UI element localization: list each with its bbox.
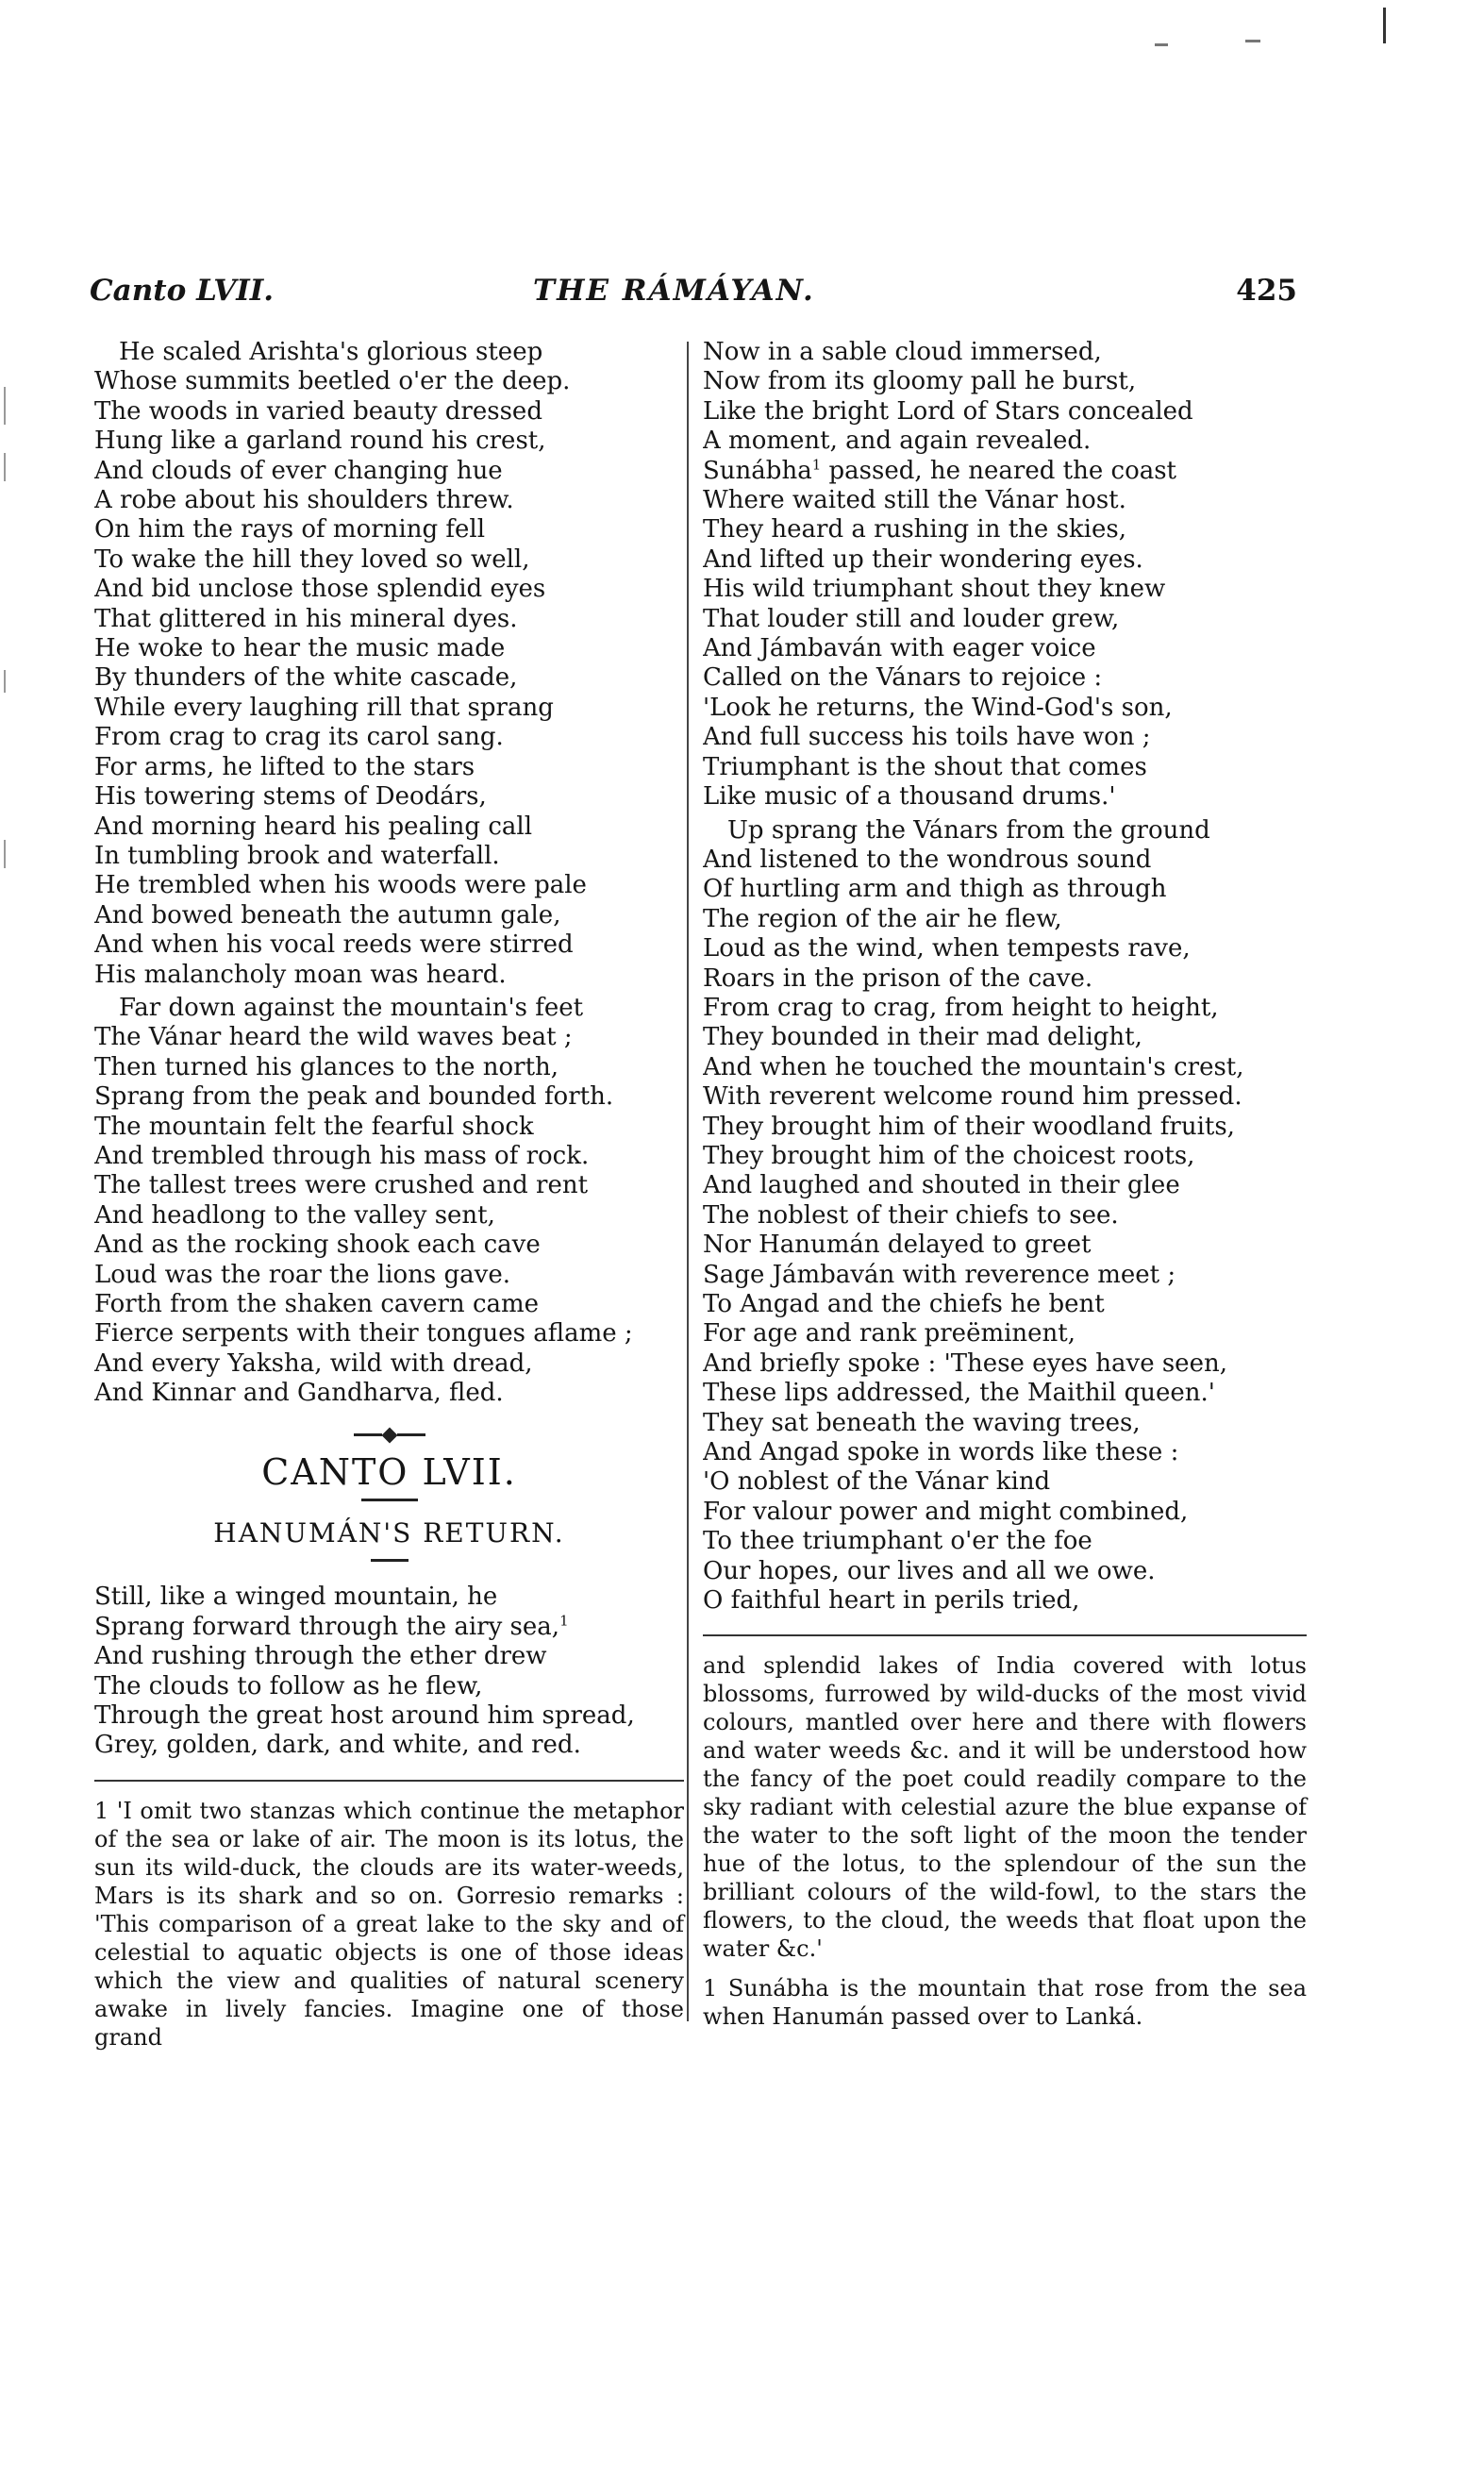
verse-line: Called on the Vánars to rejoice : bbox=[703, 663, 1103, 693]
verse-line: His towering stems of Deodárs, bbox=[94, 782, 487, 812]
verse-line: Far down against the mountain's feet bbox=[119, 993, 584, 1022]
verse-line: And listened to the wondrous sound bbox=[703, 845, 1152, 874]
verse-line: And Kinnar and Gandharva, fled. bbox=[94, 1379, 504, 1408]
verse-stanza bbox=[703, 816, 1307, 1616]
footnote-sunabha: 1 Sunábha is the mountain that rose from the sea when Hanumán passed over to Lanká. bbox=[703, 1975, 1307, 2031]
verse-line: And bowed beneath the autumn gale, bbox=[94, 900, 561, 930]
verse-line: 'Look he returns, the Wind-God's son, bbox=[703, 693, 1173, 722]
verse-line: They heard a rushing in the skies, bbox=[703, 515, 1126, 544]
footnote-continued: and splendid lakes of India covered with lotus blossoms, furrowed by wild-ducks of the most vivid colours, mantled over here and there with flowers and water weeds &c. and it will be understood how the fancy of the poet could readily compare to the sky radiant with celestial azure the blue expanse of the water to the soft light of the moon the tender hue of the lotus, to the splendour of the sun the brilliant colours of the wild-fowl, to the stars the flowers, to the cloud, the weeds that float upon the water &c.' bbox=[703, 1652, 1307, 1963]
verse-line: Of hurtling arm and thigh as through bbox=[703, 875, 1167, 904]
verse-line: From crag to crag its carol sang. bbox=[94, 723, 504, 752]
verse-line: Through the great host around him spread, bbox=[94, 1701, 635, 1731]
verse-line: To Angad and the chiefs he bent bbox=[703, 1290, 1105, 1318]
verse-line: Fierce serpents with their tongues aflame ; bbox=[94, 1319, 633, 1348]
verse-line: And trembled through his mass of rock. bbox=[94, 1141, 590, 1170]
footnote: 1 'I omit two stanzas which continue the metaphor of the sea or lake of air. The moon is its lotus, the sun its wild-duck, the clouds are its water-weeds, Mars is its shark and so on. Gorresio remarks : 'This comparison of a great lake to the sky and of celestial to aquatic objects is one of those ideas which the view and qualities of natural scenery awake in lively fancies. Imagine one of those grand bbox=[94, 1797, 684, 2051]
verse-stanza bbox=[94, 994, 684, 1409]
verse-line: And headlong to the valley sent, bbox=[94, 1200, 495, 1230]
left-column bbox=[94, 338, 684, 2052]
section-ornament bbox=[94, 1430, 684, 1441]
verse-line: With reverent welcome round him pressed. bbox=[703, 1082, 1242, 1112]
verse-stanza bbox=[94, 338, 684, 990]
verse-line: They sat beneath the waving trees, bbox=[703, 1408, 1141, 1437]
title-rule bbox=[361, 1499, 418, 1501]
verse-line: Sprang from the peak and bounded forth. bbox=[94, 1082, 614, 1112]
header-canto: Canto LVII. bbox=[90, 274, 275, 308]
verse-line: From crag to crag, from height to height, bbox=[703, 993, 1219, 1022]
verse-line: Then turned his glances to the north, bbox=[94, 1052, 559, 1081]
verse-line: Up sprang the Vánars from the ground bbox=[727, 815, 1210, 845]
verse-line: And lifted up their wondering eyes. bbox=[703, 544, 1143, 574]
column-divider bbox=[687, 342, 689, 2021]
verse-line: And when he touched the mountain's crest, bbox=[703, 1052, 1244, 1081]
verse-stanza bbox=[703, 338, 1307, 812]
right-column bbox=[703, 338, 1307, 2031]
verse-line: Grey, golden, dark, and white, and red. bbox=[94, 1731, 581, 1760]
verse-line: Nor Hanumán delayed to greet bbox=[703, 1231, 1092, 1260]
verse-line: In tumbling brook and waterfall. bbox=[94, 841, 500, 870]
footnote-rule bbox=[703, 1634, 1307, 1636]
verse-line: He woke to hear the music made bbox=[94, 634, 506, 663]
verse-line: To wake the hill they loved so well, bbox=[94, 544, 530, 574]
verse-line: Now from its gloomy pall he burst, bbox=[703, 367, 1137, 396]
verse-line: His wild triumphant shout they knew bbox=[703, 575, 1166, 604]
scan-speck bbox=[1155, 43, 1168, 46]
footnote-rule bbox=[94, 1780, 684, 1782]
verse-line: The woods in varied beauty dressed bbox=[94, 396, 542, 426]
verse-line: Like music of a thousand drums.' bbox=[703, 782, 1116, 812]
verse-line: He trembled when his woods were pale bbox=[94, 871, 587, 900]
verse-line: The region of the air he flew, bbox=[703, 904, 1062, 933]
running-header bbox=[90, 274, 1297, 311]
verse-line: And Jámbaván with eager voice bbox=[703, 634, 1096, 663]
verse-line: Like the bright Lord of Stars concealed bbox=[703, 396, 1193, 426]
verse-line: Roars in the prison of the cave. bbox=[703, 963, 1093, 993]
verse-line: The mountain felt the fearful shock bbox=[94, 1112, 534, 1141]
verse-line: By thunders of the white cascade, bbox=[94, 663, 518, 693]
verse-line: They bounded in their mad delight, bbox=[703, 1023, 1142, 1052]
verse-line: And morning heard his pealing call bbox=[94, 812, 533, 841]
verse-stanza bbox=[94, 1583, 684, 1760]
verse-line: Hung like a garland round his crest, bbox=[94, 427, 546, 456]
verse-line: And laughed and shouted in their glee bbox=[703, 1171, 1180, 1200]
verse-line: Loud was the roar the lions gave. bbox=[94, 1260, 511, 1289]
verse-line: His malancholy moan was heard. bbox=[94, 960, 507, 989]
canto-subtitle: HANUMÁN'S RETURN. bbox=[213, 1517, 565, 1549]
verse-line: For valour power and might combined, bbox=[703, 1497, 1189, 1526]
verse-line: And full success his toils have won ; bbox=[703, 723, 1151, 752]
gutter-marks bbox=[0, 387, 11, 878]
subtitle-rule bbox=[371, 1559, 409, 1562]
verse-line: Sage Jámbaván with reverence meet ; bbox=[703, 1260, 1176, 1289]
verse-line: They brought him of the choicest roots, bbox=[703, 1141, 1195, 1170]
verse-line: While every laughing rill that sprang bbox=[94, 693, 554, 722]
verse-line: They brought him of their woodland fruits, bbox=[703, 1112, 1235, 1141]
verse-line: Now in a sable cloud immersed, bbox=[703, 338, 1102, 366]
verse-line: On him the rays of morning fell bbox=[94, 515, 486, 544]
page-edge-mark bbox=[1383, 8, 1386, 43]
header-title: THE RÁMÁYAN. bbox=[533, 274, 815, 308]
verse-line: Where waited still the Vánar host. bbox=[703, 486, 1126, 515]
footnote-marker: 1 bbox=[559, 1612, 569, 1630]
verse-line: And bid unclose those splendid eyes bbox=[94, 575, 546, 604]
verse-line: And every Yaksha, wild with dread, bbox=[94, 1348, 533, 1378]
verse-line: Triumphant is the shout that comes bbox=[703, 752, 1147, 781]
verse-line: O faithful heart in perils tried, bbox=[703, 1586, 1080, 1616]
verse-line: The Vánar heard the wild waves beat ; bbox=[94, 1023, 573, 1052]
verse-line: These lips addressed, the Maithil queen.' bbox=[703, 1379, 1215, 1408]
verse-line: He scaled Arishta's glorious steep bbox=[119, 338, 543, 366]
verse-line: A robe about his shoulders threw. bbox=[94, 486, 514, 515]
verse-line: For age and rank preëminent, bbox=[703, 1319, 1076, 1348]
verse-line: And briefly spoke : 'These eyes have seen, bbox=[703, 1348, 1227, 1378]
verse-line: And when his vocal reeds were stirred bbox=[94, 930, 574, 960]
verse-line: Forth from the shaken cavern came bbox=[94, 1290, 540, 1318]
verse-line: And as the rocking shook each cave bbox=[94, 1231, 541, 1260]
verse-line: That louder still and louder grew, bbox=[703, 604, 1120, 633]
verse-line: The tallest trees were crushed and rent bbox=[94, 1171, 589, 1200]
verse-line: Whose summits beetled o'er the deep. bbox=[94, 367, 571, 396]
verse-line: To thee triumphant o'er the foe bbox=[703, 1527, 1092, 1556]
verse-line: The clouds to follow as he flew, bbox=[94, 1671, 483, 1700]
page-number: 425 bbox=[1236, 274, 1297, 308]
footnote-marker: 1 bbox=[811, 456, 822, 473]
canto-title: CANTO LVII. bbox=[261, 1450, 517, 1493]
verse-line: Our hopes, our lives and all we owe. bbox=[703, 1556, 1156, 1585]
verse-line: Sprang forward through the airy sea,$^1$ bbox=[94, 1612, 569, 1641]
verse-line: The noblest of their chiefs to see. bbox=[703, 1200, 1119, 1230]
verse-line: Sunábha$^1$ passed, he neared the coast bbox=[703, 456, 1177, 485]
verse-line: That glittered in his mineral dyes. bbox=[94, 604, 518, 633]
verse-line: Loud as the wind, when tempests rave, bbox=[703, 934, 1191, 963]
verse-line: And clouds of ever changing hue bbox=[94, 456, 503, 485]
verse-line: Still, like a winged mountain, he bbox=[94, 1583, 498, 1612]
verse-line: And rushing through the ether drew bbox=[94, 1642, 547, 1671]
verse-line: For arms, he lifted to the stars bbox=[94, 752, 475, 781]
verse-line: And Angad spoke in words like these : bbox=[703, 1438, 1179, 1467]
verse-line: A moment, and again revealed. bbox=[703, 427, 1092, 456]
scan-speck bbox=[1245, 40, 1260, 42]
verse-line: 'O noblest of the Vánar kind bbox=[703, 1467, 1051, 1497]
